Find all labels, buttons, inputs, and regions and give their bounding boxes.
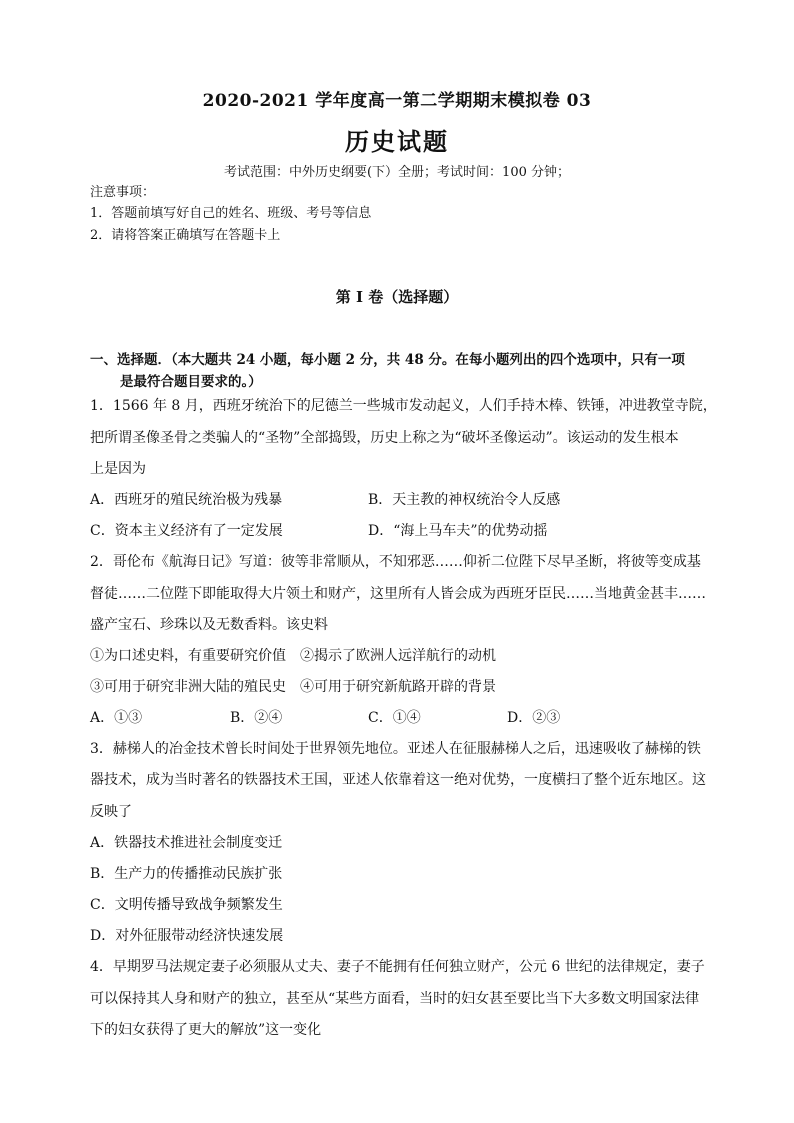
question-2-option-c[interactable]: C．①④ <box>368 710 421 726</box>
part-title: 第 I 卷（选择题） <box>335 288 459 306</box>
question-3-option-a[interactable]: A．铁器技术推进社会制度变迁 <box>90 835 283 851</box>
question-3-line: 器技术，成为当时著名的铁器技术王国，亚述人依靠着这一绝对优势，一度横扫了整个近东地区。这 <box>90 772 706 788</box>
question-1-line: 上是因为 <box>90 461 146 477</box>
question-4-line: 可以保持其人身和财产的独立，甚至从“某些方面看，当时的妇女甚至要比当下大多数文明国家法律 <box>90 991 700 1007</box>
question-1-line: 1．1566 年 8 月，西班牙统治下的尼德兰一些城市发动起义，人们手持木棒、铁锤，冲进教堂寺院， <box>90 398 717 414</box>
question-3-option-b[interactable]: B．生产力的传播推动民族扩张 <box>90 866 283 882</box>
question-2-option-b[interactable]: B．②④ <box>230 710 283 726</box>
section-instruction-line: 一、选择题．（本大题共 24 小题，每小题 2 分，共 48 分。在每小题列出的四个选项中，只有一项 <box>90 352 685 368</box>
question-2-option-a[interactable]: A．①③ <box>90 710 143 726</box>
question-3-option-c[interactable]: C．文明传播导致战争频繁发生 <box>90 897 283 913</box>
question-1-option-c[interactable]: C．资本主义经济有了一定发展 <box>90 523 283 539</box>
section-instructions <box>90 349 710 393</box>
question-3-line: 3．赫梯人的冶金技术曾长时间处于世界领先地位。亚述人在征服赫梯人之后，迅速吸收了赫梯的铁 <box>90 741 701 757</box>
question-2-option-d[interactable]: D．②③ <box>507 710 561 726</box>
exam-subject-title: 历史试题 <box>345 127 449 156</box>
question-1-option-d[interactable]: D．“海上马车夫”的优势动摇 <box>368 523 548 539</box>
section-instruction-line: 是最符合题目要求的。） <box>120 374 262 390</box>
question-2-line: 2．哥伦布《航海日记》写道：彼等非常顺从，不知邪恶……仰祈二位陛下尽早圣断，将彼等变成基 <box>90 554 701 570</box>
question-1-option-b[interactable]: B．天主教的神权统治令人反感 <box>368 492 561 508</box>
question-3-option-d[interactable]: D．对外征服带动经济快速发展 <box>90 928 284 944</box>
question-1-option-a[interactable]: A．西班牙的殖民统治极为残暴 <box>90 492 283 508</box>
question-2-statement: ①为口述史料，有重要研究价值 ②揭示了欧洲人远洋航行的动机 <box>90 648 496 664</box>
question-3-line: 反映了 <box>90 804 132 820</box>
note-item: 1．答题前填写好自己的姓名、班级、考号等信息 <box>90 206 372 221</box>
question-1-line: 把所谓圣像圣骨之类骗人的“圣物”全部捣毁，历史上称之为“破坏圣像运动”。该运动的发生根本 <box>90 430 679 446</box>
notes-heading: 注意事项： <box>90 185 156 200</box>
question-2-line: 督徒……二位陛下即能取得大片领土和财产，这里所有人皆会成为西班牙臣民……当地黄金甚丰…… <box>90 586 706 602</box>
question-4-line: 下的妇女获得了更大的解放”这一变化 <box>90 1022 322 1038</box>
question-2-statement: ③可用于研究非洲大陆的殖民史 ④可用于研究新航路开辟的背景 <box>90 679 496 695</box>
question-4-line: 4．早期罗马法规定妻子必须服从丈夫、妻子不能拥有任何独立财产，公元 6 世纪的法律规定，妻子 <box>90 959 705 975</box>
exam-title: 2020-2021 学年度高一第二学期期末模拟卷 03 <box>202 91 592 111</box>
exam-scope: 考试范围：中外历史纲要(下）全册；考试时间：100 分钟； <box>223 165 571 180</box>
note-item: 2．请将答案正确填写在答题卡上 <box>90 228 281 243</box>
question-2-line: 盛产宝石、珍珠以及无数香料。该史料 <box>90 617 328 633</box>
